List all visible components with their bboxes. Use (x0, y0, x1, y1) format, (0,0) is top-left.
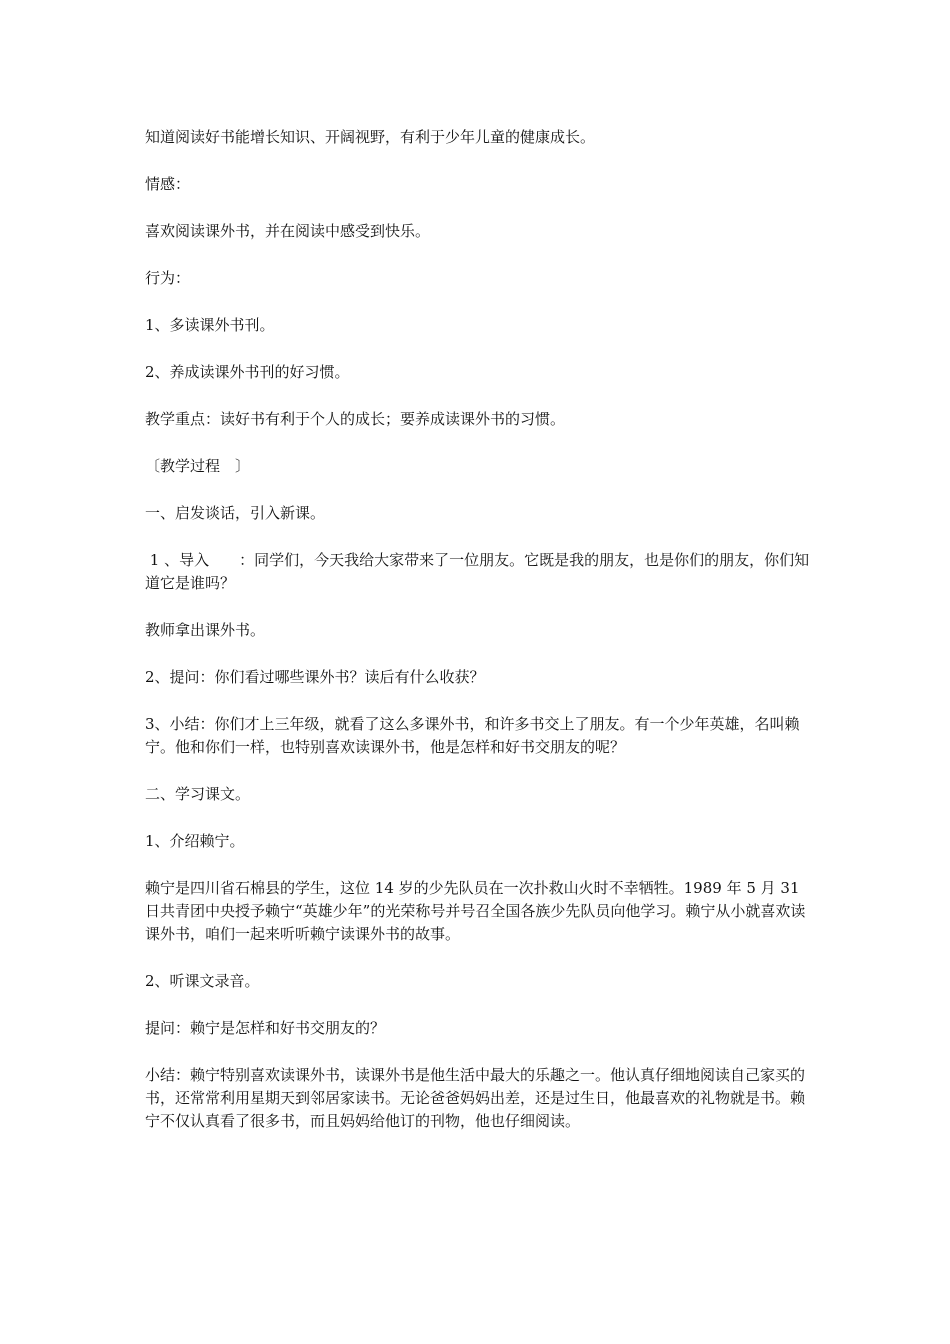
paragraph-question-1: 2、提问：你们看过哪些课外书？读后有什么收获？ (145, 668, 485, 686)
paragraph-laining-bio: 赖宁是四川省石棉县的学生，这位 14 岁的少先队员在一次扑救山火时不幸牺牲。1989 年 5 月 31 日共青团中央授予赖宁“英雄少年”的光荣称号并号召全国各族少先队员向他学习。赖宁从小就喜欢读课外书，咱们一起来听听赖宁读课外书的故事。 (145, 879, 806, 943)
paragraph-introduce-laining: 1、介绍赖宁。 (145, 832, 245, 850)
paragraph-teacher-action: 教师拿出课外书。 (145, 621, 266, 639)
paragraph-summary-1: 3、小结：你们才上三年级，就看了这么多课外书，和许多书交上了朋友。有一个少年英雄，名叫赖宁。他和你们一样，也特别喜欢读课外书，他是怎样和好书交朋友的呢？ (145, 715, 800, 756)
paragraph-intro: 1 、导入 ：同学们，今天我给大家带来了一位朋友。它既是我的朋友，也是你们的朋友，你们知道它是谁吗？ (145, 551, 810, 592)
document-body (145, 126, 810, 1157)
paragraph-heading-emotion: 情感： (145, 175, 191, 193)
paragraph-behavior-1: 1、多读课外书刊。 (145, 316, 275, 334)
paragraph-teaching-focus: 教学重点：读好书有利于个人的成长；要养成读课外书的习惯。 (145, 410, 566, 428)
paragraph-objective-knowledge: 知道阅读好书能增长知识、开阔视野，有利于少年儿童的健康成长。 (145, 128, 596, 146)
paragraph-listen-recording: 2、听课文录音。 (145, 972, 260, 990)
paragraph-teaching-process: 〔教学过程 〕 (145, 457, 251, 475)
paragraph-question-2: 提问：赖宁是怎样和好书交朋友的？ (145, 1019, 386, 1037)
paragraph-objective-emotion: 喜欢阅读课外书，并在阅读中感受到快乐。 (145, 222, 431, 240)
paragraph-section-1: 一、启发谈话，引入新课。 (145, 504, 326, 522)
paragraph-section-2: 二、学习课文。 (145, 785, 251, 803)
paragraph-heading-behavior: 行为： (145, 269, 191, 287)
paragraph-summary-2: 小结：赖宁特别喜欢读课外书，读课外书是他生活中最大的乐趣之一。他认真仔细地阅读自己家买的书，还常常利用星期天到邻居家读书。无论爸爸妈妈出差，还是过生日，他最喜欢的礼物就是书。赖宁不仅认真看了很多书，而且妈妈给他订的刊物，他也仔细阅读。 (145, 1066, 806, 1130)
paragraph-behavior-2: 2、养成读课外书刊的好习惯。 (145, 363, 350, 381)
